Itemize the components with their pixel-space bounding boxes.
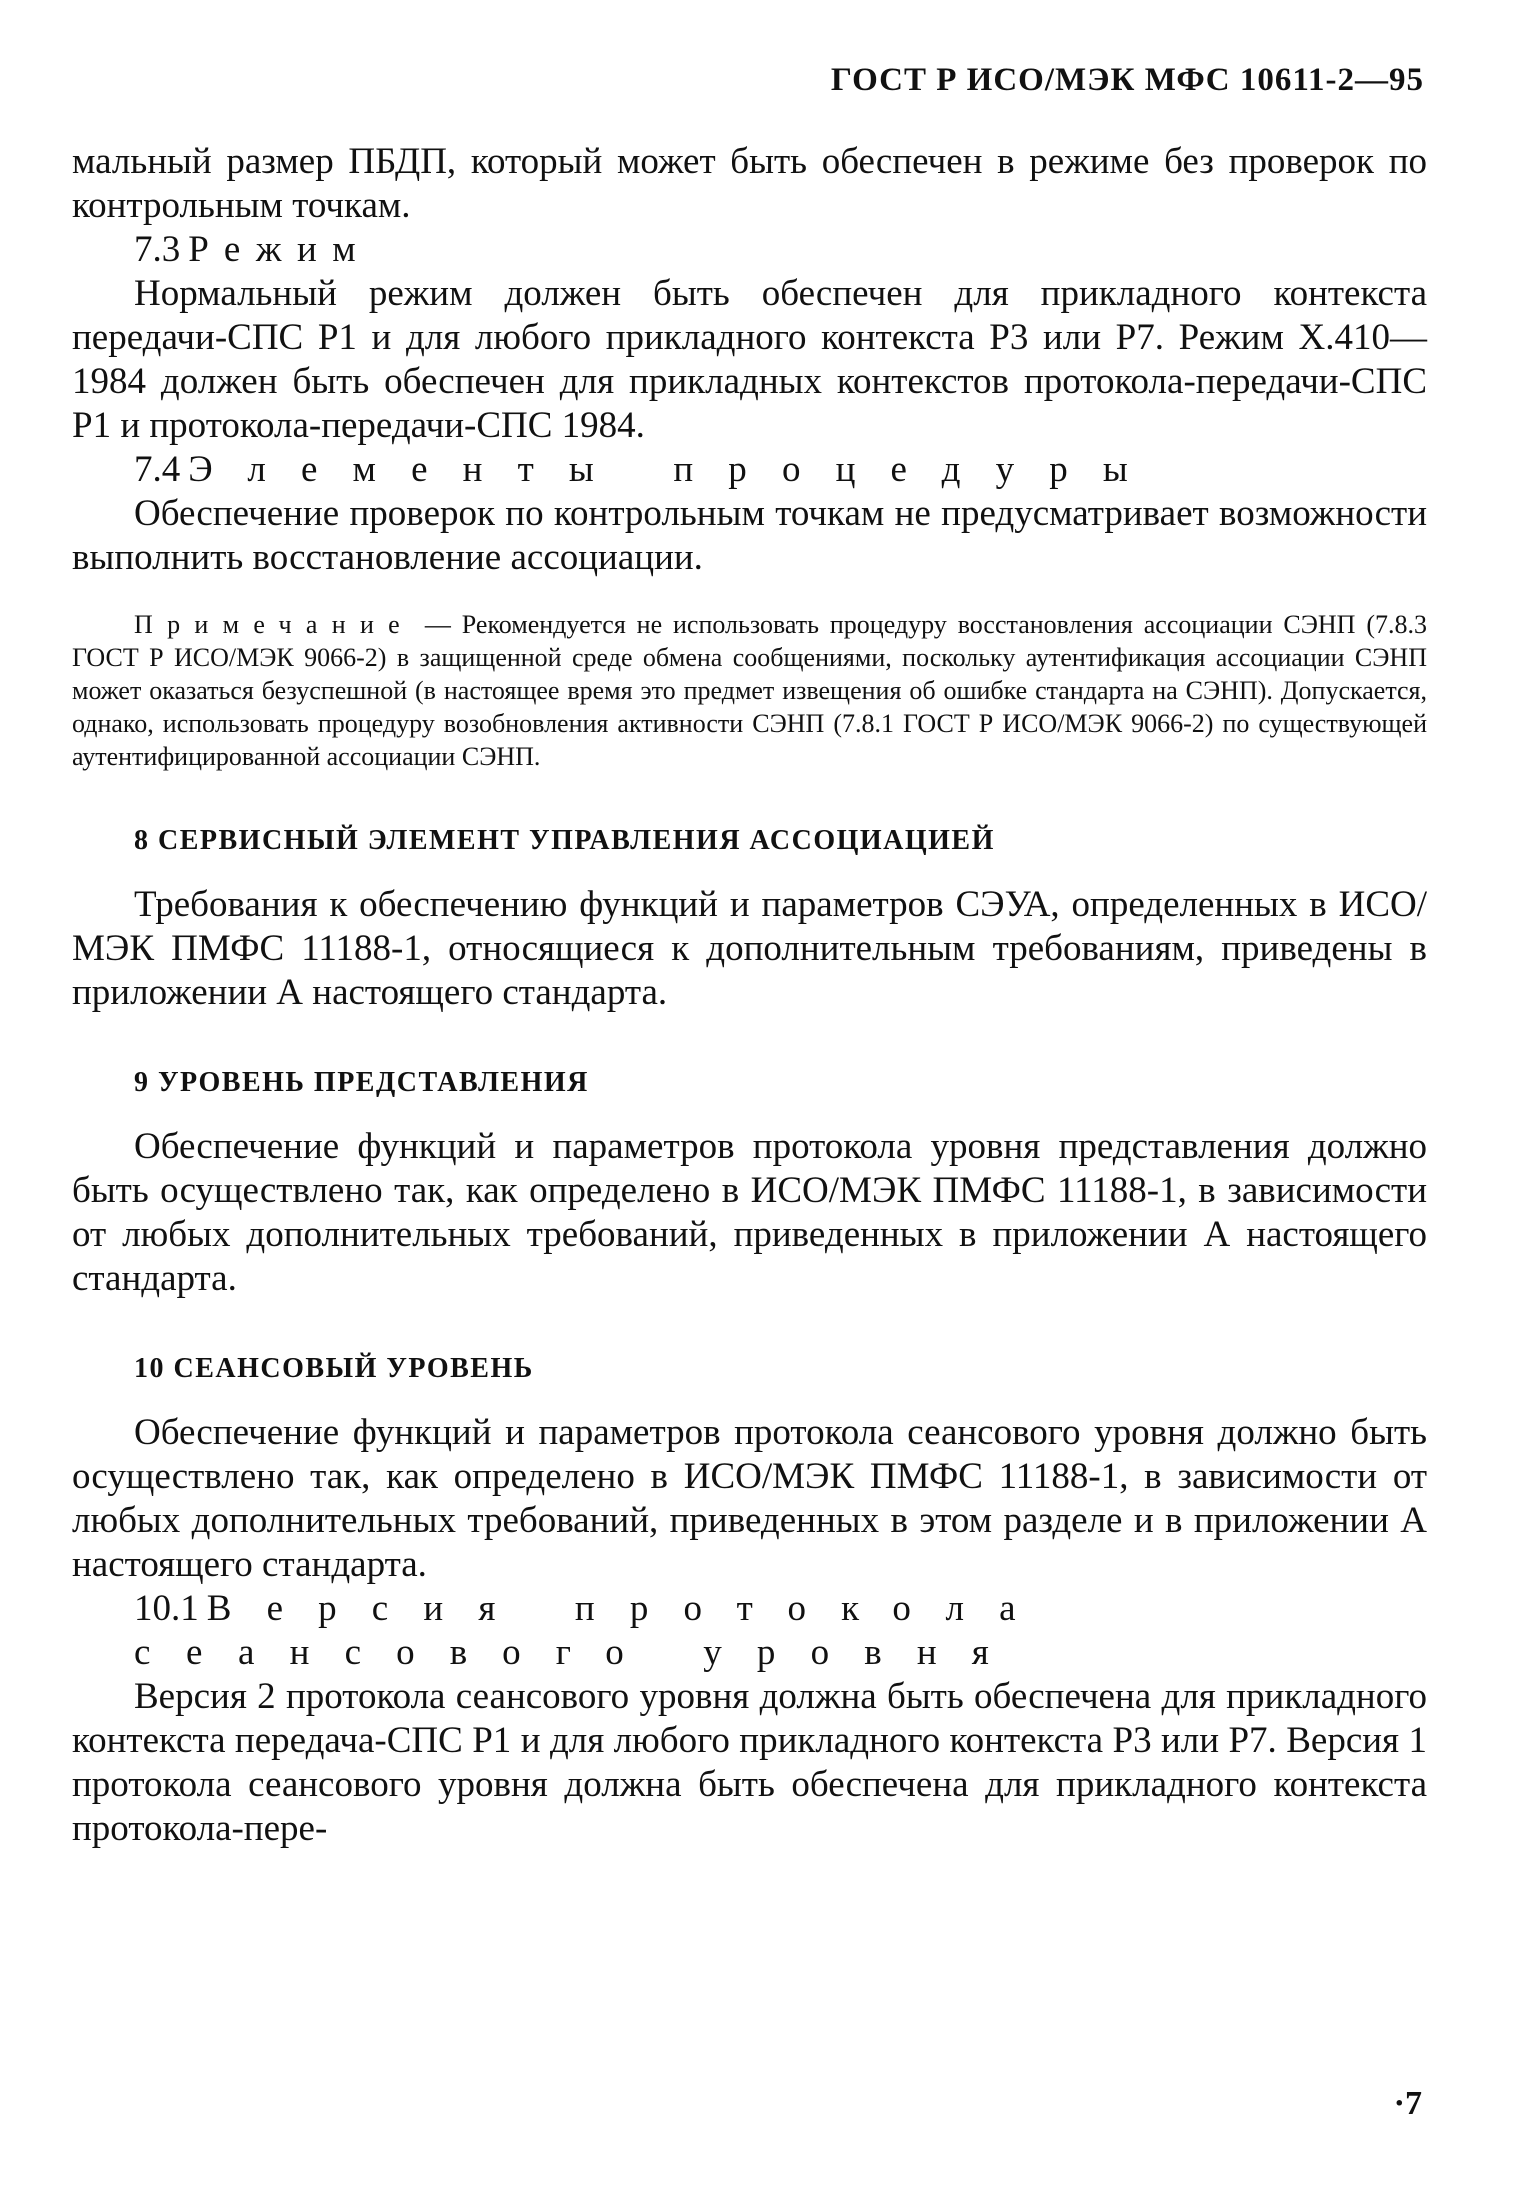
section-10-heading: 10 СЕАНСОВЫЙ УРОВЕНЬ [134, 1353, 534, 1384]
paragraph-7-4: Обеспечение проверок по контрольным точкам не предусматривает возможности выполнить восстановление ассоциации. [72, 493, 1427, 578]
subsection-number: 10.1 [134, 1588, 199, 1629]
document-body [72, 140, 1427, 1851]
subsection-7-4-heading [72, 448, 1427, 492]
note-text: — Рекомендуется не использовать процедуру восстановления ассоциации СЭНП (7.8.3 ГОСТ Р ИСО/МЭК 9066-2) в защищенной среде обмена сообщениями, поскольку аутентификация ассоциации СЭНП может оказаться безуспешной (в настоящее время это предмет извещения об ошибке стандарта на СЭНП). Допускается, однако, использовать процедуру возобновления активности СЭНП (7.8.1 ГОСТ Р ИСО/МЭК 9066-2) по существующей аутентифицированной ассоциации СЭНП. [72, 610, 1427, 771]
paragraph-10-1: Версия 2 протокола сеансового уровня должна быть обеспечена для прикладного контекста передача-СПС Р1 и для любого прикладного контекста Р3 или Р7. Версия 1 протокола сеансового уровня должна быть обеспечена для прикладного контекста протокола-пере- [72, 1676, 1427, 1849]
paragraph-7-3: Нормальный режим должен быть обеспечен для прикладного контекста передачи-СПС Р1 и для любого прикладного контекста Р3 или Р7. Режим Х.410—1984 должен быть обеспечен для прикладных контекстов протокола-передачи-СПС Р1 и протокола-передачи-СПС 1984. [72, 273, 1427, 446]
subsection-title: Режим [188, 229, 372, 270]
paragraph-10: Обеспечение функций и параметров протокола сеансового уровня должно быть осуществлено так, как определено в ИСО/МЭК ПМФС 11188-1, в зависимости от любых дополнительных требований, приведенных в этом разделе и в приложении А настоящего стандарта. [72, 1412, 1427, 1585]
page-number: ·7 [1393, 2085, 1422, 2122]
subsection-7-3-heading [72, 228, 1427, 272]
paragraph-8: Требования к обеспечению функций и параметров СЭУА, определенных в ИСО/МЭК ПМФС 11188-1, относящиеся к дополнительным требованиям, приведены в приложении А настоящего стандарта. [72, 884, 1427, 1013]
section-9-heading: 9 УРОВЕНЬ ПРЕДСТАВЛЕНИЯ [134, 1067, 589, 1098]
section-8-heading: 8 СЕРВИСНЫЙ ЭЛЕМЕНТ УПРАВЛЕНИЯ АССОЦИАЦИЕЙ [134, 825, 995, 856]
subsection-number: 7.3 [134, 229, 181, 270]
paragraph-9: Обеспечение функций и параметров протокола уровня представления должно быть осуществлено так, как определено в ИСО/МЭК ПМФС 11188-1, в зависимости от любых дополнительных требований, приведенных в приложении А настоящего стандарта. [72, 1126, 1427, 1299]
continuation-paragraph: мальный размер ПБДП, который может быть обеспечен в режиме без проверок по контрольным точкам. [72, 141, 1427, 226]
running-header: ГОСТ Р ИСО/МЭК МФС 10611-2—95 [830, 62, 1424, 98]
note-label: Примечание [134, 610, 415, 639]
note-block [72, 608, 1427, 773]
subsection-title: Элементы процедуры [188, 449, 1163, 490]
subsection-number: 7.4 [134, 449, 181, 490]
subsection-title: Версия протокола сеансового уровня [134, 1588, 1051, 1673]
subsection-10-1-heading [72, 1587, 1427, 1675]
